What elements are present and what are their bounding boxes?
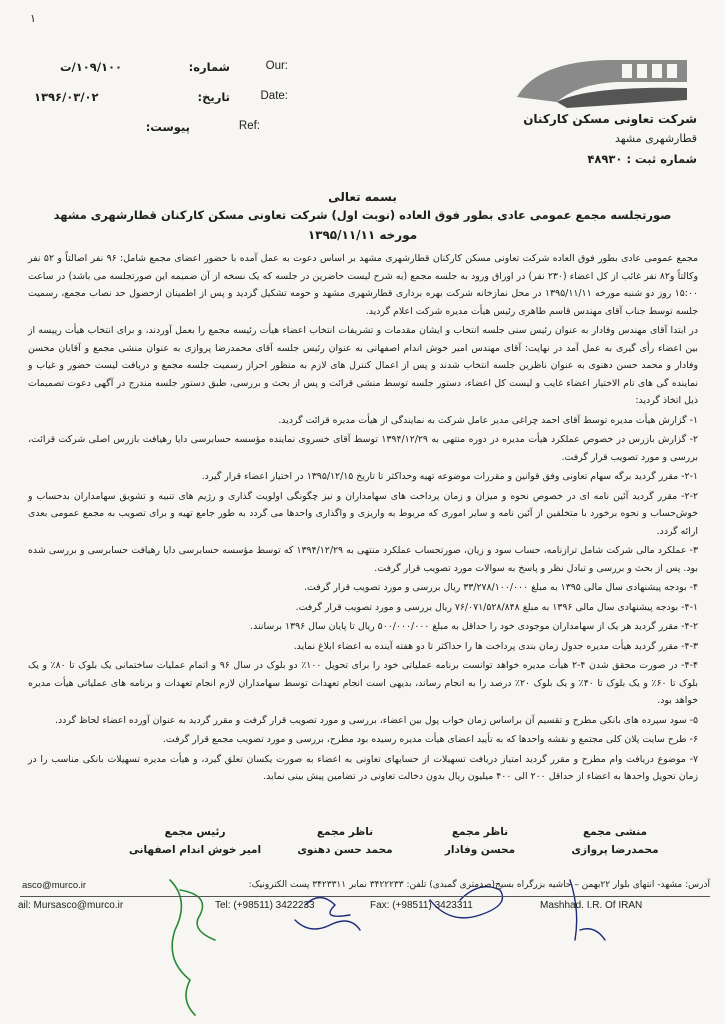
signature-role: رئیس مجمع: [164, 826, 226, 838]
paragraph: مجمع عمومی عادی بطور فوق العاده شرکت تعاونی مسکن کارکنان قطارشهری مشهد بر اساس دعوت به عمل آمده با حضور اعضای مجمع شامل: ۹۶ نفر اصالتاً و ۵۲ نفر وکالتاً و۸۲ نفر غائب از کل اعضاء (۲۳۰ نفر) در اوراق ورود به جلسه مجمع (به شرح لیست حاضرین در جلسه که یک نسخه از آن ضمیمه این صورتجلسه می باشد) در ساعت ۱۵:۰۰ روز دو شنبه مورخه ۱۳۹۵/۱۱/۱۱ در محل نمازخانه شرکت بهره برداری قطارشهری مشهد و حومه تشکیل گردید و پس از اطمینان ازحصول حد نصاب مجمع، رسمیت جلسه توسط جناب آقای مهندس قاسم طاهری رئیس هیأت مدیره شرکت اعلام گردید.: [28, 253, 698, 317]
footer-address: آدرس: مشهد- انتهای بلوار ۲۲بهمن – حاشیه بزرگراه بسیج(صدمتری گمبدی) تلفن: ۳۴۲۲۲۳۳ نمابر ۳۴۲۳۳۱۱ پست الکترونیک:: [248, 880, 710, 890]
paragraph: ۴-۴- در صورت محقق شدن ۴-۲ هیأت مدیره خواهد توانست برنامه عملیاتی خود را برای تحویل ۱۰۰٪ دو بلوک در سال ۹۶ و اتمام عملیات ساختمانی یک بلوک تا ۸۰٪ و یک بلوک تا ۶۰٪ و یک بلوک تا ۴۰٪ و یک بلوک ۲۰٪ درصد را به انجام رساند، بدیهی است انجام تعهدات توسط سهامداران لازم انجام تعهدات و برنامه های عملیاتی هیأت مدیره خواهد بود.: [28, 660, 699, 706]
letter-date-label: تاریخ:: [197, 90, 230, 104]
paragraph: ۳- عملکرد مالی شرکت شامل ترازنامه، حساب سود و زیان، صورتحساب عملکرد منتهی به ۱۳۹۴/۱۲/۲۹ که توسط مؤسسه حسابرسی دایا رهیافت حسابرسی و بررسی شده بود. پس از بحث و بررسی و تبادل نظر و پاسخ به سوالات مورد تصویب قرار گرفت.: [28, 545, 698, 574]
document-title: صورتجلسه مجمع عمومی عادی بطور فوق العاده (نوبت اول) شرکت تعاونی مسکن کارکنان قطارشهری مشهد: [53, 208, 672, 222]
footer-city: Mashhad. I.R. Of IRAN: [540, 900, 643, 911]
handwritten-signatures: [120, 870, 720, 1020]
signature-name: امیر خوش اندام اصفهانی: [128, 844, 262, 856]
paragraph: ۲-۲- مقرر گردید آئین نامه ای در خصوص نحوه و میزان و زمان پرداخت های سهامداران و نیز چگونگی اولویت گذاری و رژیم های تنبیه و تشویق سهامداران بدحساب و خوش‌حساب و نحوه برخورد با متخلفین از آئین نامه و سایر اموری که مربوط به واریزی و واگذاری واحدها می گردد به طور جامع تهیه و برای تصویب به مجمع عمومی بعدی ارائه گردد.: [28, 490, 698, 537]
registration-number: شماره ثبت : ۴۸۹۳۰: [587, 152, 697, 166]
footer-fax: Fax: (+98511) 3423311: [370, 900, 473, 911]
signature-name: محمد حسن دهنوی: [297, 844, 393, 856]
letter-date-value: ۱۳۹۶/۰۳/۰۲: [34, 90, 99, 104]
paragraph: ۲- گزارش بازرس در خصوص عملکرد هیأت مدیره در دوره منتهی به ۱۳۹۴/۱۲/۲۹ توسط آقای خسروی نماینده مؤسسه حسابرسی دایا رهیافت بازرس اصلی شرکت قرائت، بررسی و مورد تصویب قرار گرفت.: [28, 434, 699, 463]
letter-attachment-label-en: Ref:: [238, 120, 260, 132]
footer-divider: [20, 896, 710, 897]
letter-number-label-en: Our:: [265, 60, 288, 72]
company-subname: قطارشهری مشهد: [615, 132, 697, 145]
signature-name: محسن وفادار: [444, 844, 516, 856]
letter-number-label: شماره:: [188, 60, 230, 74]
letter-number-value: ۱۰۹/۱۰۰/ت: [60, 60, 123, 74]
basmala: بسمه تعالی: [328, 190, 397, 204]
paragraph: در ابتدا آقای مهندس وفادار به عنوان رئیس سنی جلسه انتخاب و ایشان مقدمات و تشریفات انتخاب اعضاء هیأت رئیسه مجمع را بعمل آوردند، و برای انتخاب هیأت رییسه از بین اعضاء رأی گیری به عمل آمد در نهایت: آقای مهندس امیر خوش اندام اصفهانی به عنوان رئیس جلسه آقای محمدرضا پروازی به عنوان منشی مجمع و آقایان محسن وفادار و محمد حسن دهنوی به عنوان ناظرین جلسه انتخاب شدند و پس از اعمال کنترل های لازم به منظور احراز رسمیت جلسه مجمع و دریافت لیست حضور و غیاب و نماینده گی های تام الاختیار اعضاء غایب و لیست کل اعضاء، دستور جلسه توسط منشی قرائت و پس از بحث و بررسی، طبق دستور جلسه مندرج در آگهی دعوت تصمیمات ذیل اتخاذ گردید:: [28, 325, 698, 406]
paragraph: ۴-۲- مقرر گردید هر یک از سهامداران موجودی خود را حداقل به مبلغ ۵۰۰/۰۰۰/۰۰۰ ریال تا پایان سال ۱۳۹۶ برسانند.: [250, 621, 698, 632]
page-number: ۱: [30, 12, 36, 25]
paragraph: ۵- سود سپرده های بانکی مطرح و تقسیم آن براساس زمان خواب پول بین اعضاء، بررسی و مورد تصویب قرار گرفت و مقرر گردید به عنوان آورده اعضاء لحاظ گردد.: [54, 714, 698, 726]
footer-email: ail: Mursasco@murco.ir: [18, 900, 124, 911]
signature-role: منشی مجمع: [582, 826, 648, 838]
signature-secretary: [540, 826, 690, 856]
signature-chair: [120, 826, 270, 856]
signature-role: ناظر مجمع: [451, 826, 509, 838]
letter-attachment-row: [20, 120, 300, 140]
letter-date-label-en: Date:: [260, 90, 288, 102]
paragraph: ۶- طرح سایت پلان کلی مجتمع و نقشه واحدها که به تأیید اعضای هیأت مدیره رسیده بود مطرح، بررسی و مورد تصویب مجمع قرار گرفت.: [162, 734, 698, 745]
company-name: شرکت تعاونی مسکن کارکنان: [523, 112, 697, 126]
letter-date-row: [20, 90, 300, 110]
paragraph: ۴- بودجه پیشنهادی سال مالی ۱۳۹۵ به مبلغ ۳۳/۲۷۸/۱۰۰/۰۰۰ ریال بررسی و مورد تصویب قرار گرفت.: [304, 582, 698, 593]
signature-observer-2: [405, 826, 555, 856]
footer-email-short: asco@murco.ir: [22, 880, 87, 891]
paragraph: ۱- گزارش هیأت مدیره توسط آقای احمد چراغی مدیر عامل شرکت به نمایندگی از هیأت مدیره قرائت گردید.: [278, 414, 698, 426]
minutes-body: [28, 250, 698, 788]
paragraph: ۷- موضوع دریافت وام مطرح و مقرر گردید امتیاز دریافت تسهیلات از حسابهای تعاونی به اعضاء به صورت یکسان تعلق گیرد، و هیأت مدیره تسهیلات بانکی مناسب را در زمان تحویل واحدها به اعضاء از حداقل ۲۰۰ الی ۴۰۰ میلیون ریال بدون دخالت تعاونی در تضامین پیش بینی نماید.: [28, 753, 698, 782]
document-date: مورخه ۱۳۹۵/۱۱/۱۱: [307, 228, 418, 242]
paragraph: ۴-۱- بودجه پیشنهادی سال مالی ۱۳۹۶ به مبلغ ۷۶/۰۷۱/۵۲۸/۸۴۸ ریال بررسی و مورد تصویب قرار گرفت.: [295, 601, 698, 613]
footer-tel: Tel: (+98511) 3422233: [215, 900, 315, 911]
signature-role: ناظر مجمع: [316, 826, 374, 838]
company-logo: [497, 42, 697, 152]
signature-observer-1: [270, 826, 420, 856]
paragraph: ۴-۳- مقرر گردید هیأت مدیره جدول زمان بندی پرداخت ها را حداکثر تا دو هفته آینده به اعضاء ابلاغ نماید.: [293, 640, 698, 652]
letter-number-row: [20, 60, 300, 80]
paragraph: ۲-۱- مقرر گردید برگه سهام تعاونی وفق قوانین و مقررات موضوعه تهیه وحداکثر تا تاریخ ۱۳۹۵/۱۲/۱۵ در اختیار اعضاء قرار گیرد.: [201, 471, 698, 482]
letter-attachment-label: پیوست:: [145, 120, 190, 134]
signature-name: محمدرضا پروازی: [571, 844, 659, 856]
